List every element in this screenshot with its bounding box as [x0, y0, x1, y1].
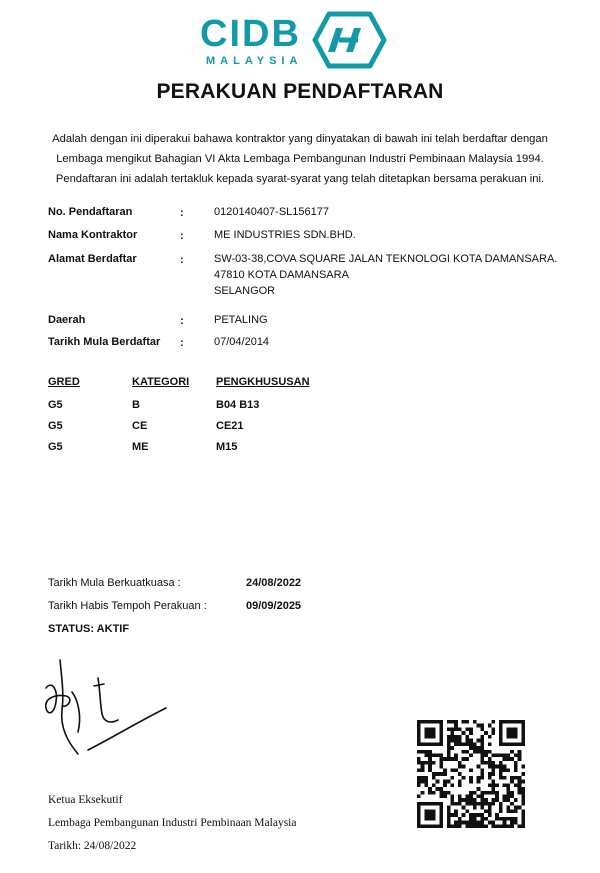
- status-label: STATUS: AKTIF: [48, 623, 130, 635]
- intro-line: Lembaga mengikut Bahagian VI Akta Lembaga Pembangunan Industri Pembinaan Malaysia 1994.: [56, 153, 544, 165]
- colon: :: [180, 230, 184, 242]
- colon: :: [180, 337, 184, 349]
- cell-pengkhususan: CE21: [216, 420, 244, 432]
- value-tarikh-mula: 07/04/2014: [214, 336, 270, 348]
- qr-code: [417, 720, 525, 828]
- value-daerah: PETALING: [214, 314, 268, 326]
- logo-name: CIDB: [200, 13, 301, 55]
- label-alamat: Alamat Berdaftar: [48, 253, 137, 265]
- label-no-pendaftaran: No. Pendaftaran: [48, 206, 133, 218]
- address-line: SW-03-38,COVA SQUARE JALAN TEKNOLOGI KOTA DAMANSARA.: [214, 253, 558, 265]
- cell-gred: G5: [48, 420, 63, 432]
- header-kategori: KATEGORI: [132, 376, 190, 388]
- cell-kategori: B: [132, 399, 140, 411]
- cell-gred: G5: [48, 441, 63, 453]
- signatory-organisation: Lembaga Pembangunan Industri Pembinaan Malaysia: [48, 817, 297, 829]
- signature-image: [38, 650, 178, 765]
- value-mula-berkuatkuasa: 24/08/2022: [246, 577, 302, 589]
- cidb-logo: [198, 8, 398, 70]
- value-habis-tempoh: 09/09/2025: [246, 600, 302, 612]
- value-alamat: [214, 251, 557, 299]
- label-daerah: Daerah: [48, 314, 86, 326]
- colon: :: [180, 315, 184, 327]
- label-tarikh-mula: Tarikh Mula Berdaftar: [48, 336, 161, 348]
- cell-pengkhususan: B04 B13: [216, 399, 260, 411]
- intro-line: Pendaftaran ini adalah tertakluk kepada syarat-syarat yang telah ditetapkan bersama perakuan ini.: [55, 173, 545, 185]
- address-line: 47810 KOTA DAMANSARA: [214, 269, 349, 281]
- value-nama-kontraktor: ME INDUSTRIES SDN.BHD.: [214, 229, 356, 241]
- logo-hex-icon: [315, 14, 384, 66]
- label-nama-kontraktor: Nama Kontraktor: [48, 229, 138, 241]
- colon: :: [180, 254, 184, 266]
- label-mula-berkuatkuasa: Tarikh Mula Berkuatkuasa :: [48, 577, 181, 589]
- label-habis-tempoh: Tarikh Habis Tempoh Perakuan :: [48, 600, 207, 612]
- signatory-position: Ketua Eksekutif: [48, 794, 123, 806]
- value-no-pendaftaran: 0120140407-SL156177: [214, 206, 330, 218]
- cell-gred: G5: [48, 399, 63, 411]
- address-line: SELANGOR: [214, 285, 276, 297]
- page-title: PERAKUAN PENDAFTARAN: [156, 80, 444, 103]
- intro-paragraph: [30, 129, 570, 189]
- header-gred: GRED: [48, 376, 80, 388]
- logo-subtitle: MALAYSIA: [206, 55, 303, 67]
- cell-kategori: CE: [132, 420, 148, 432]
- colon: :: [180, 207, 184, 219]
- cell-kategori: ME: [132, 441, 149, 453]
- signature-date: Tarikh: 24/08/2022: [48, 840, 137, 852]
- cell-pengkhususan: M15: [216, 441, 238, 453]
- header-pengkhususan: PENGKHUSUSAN: [216, 376, 310, 388]
- intro-line: Adalah dengan ini diperakui bahawa kontraktor yang dinyatakan di bawah ini telah berdaftar dengan: [52, 133, 548, 145]
